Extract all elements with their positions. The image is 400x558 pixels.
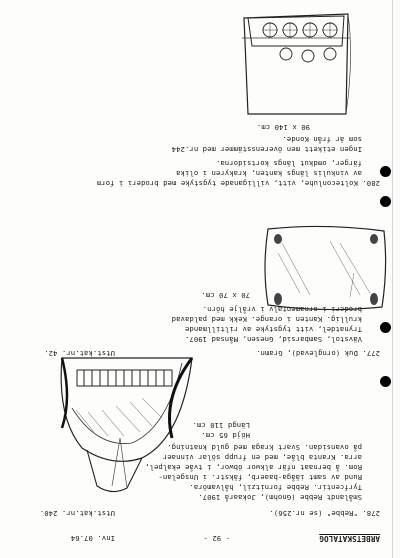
entry-line: broderi i ornamentalv i vrålje hörn. <box>202 305 362 314</box>
entry-head: 277. Duk (ornglevad), Gramn. <box>256 349 380 358</box>
catalog-title: ARBETSKATALOG <box>319 534 380 543</box>
inventory-number: Inv. 07.64 <box>70 534 115 543</box>
entry-line: Vävstol, Sambarsid, Gnesen, Månsad 1907. <box>184 335 362 344</box>
entry-line: 90 x 140 cm. <box>256 123 310 132</box>
exhibit-ref: Utst.kat.nr. 240. <box>39 509 115 518</box>
entry-head: 278. "Rebbe" (se nr.256). <box>269 509 380 518</box>
entry-line: 70 x 70 cm. <box>201 291 250 300</box>
punch-hole <box>380 196 391 207</box>
punch-hole <box>380 376 391 387</box>
page-number: - 92 - <box>203 534 230 543</box>
entry-line: Rund av samt iäåga-baaerb, fäkstr. i Unsgelan- <box>158 473 362 482</box>
entry-head: 280. Kolteconluhe, vitt, villiganade tygstyke med broderi i form <box>96 179 380 188</box>
entry-line: Rom. å bernaat nfär alkwor öbwor, i tvåe ekalpel, <box>145 463 362 472</box>
entry-line: av vinkulis längs kanten, krakyren i olika <box>176 169 362 178</box>
punch-hole <box>380 166 391 177</box>
entry-line: färger, omdkut längs kortsidorna. <box>215 159 362 168</box>
entry-line: Längd 110 cm. <box>192 421 250 430</box>
entry-line: Höjd 65 cm. <box>201 431 250 440</box>
hat-sketch <box>52 348 202 498</box>
entry-line: Ingen etikett men överensstämmer med nr.244 <box>171 145 362 154</box>
entry-line: krullig. Kanten i orange. Kekk med paldavad <box>171 315 362 324</box>
exhibit-ref: Utst.kat.nr. 42. <box>44 349 115 358</box>
folded-cloth-sketch <box>237 8 352 118</box>
punch-hole <box>380 322 391 333</box>
entry-line: arra. Kranta blåe, med en frupp sölar vinnaer <box>162 453 362 462</box>
entry-line: Smålandt Rebbe (Gnohm), Jokaarå 1907. <box>198 493 362 502</box>
cloth-sketch <box>260 223 390 313</box>
entry-line: på ovansidan. Svart kraga med guld knatning. <box>167 443 362 452</box>
entry-line: Trynatdel, vitt tygstyke av riltillmande <box>184 325 362 334</box>
entry-line: Tyrfcentir. Rebbe fornitzil, hålvamöra. <box>189 483 362 492</box>
entry-line: som är från Konde. <box>282 135 362 144</box>
